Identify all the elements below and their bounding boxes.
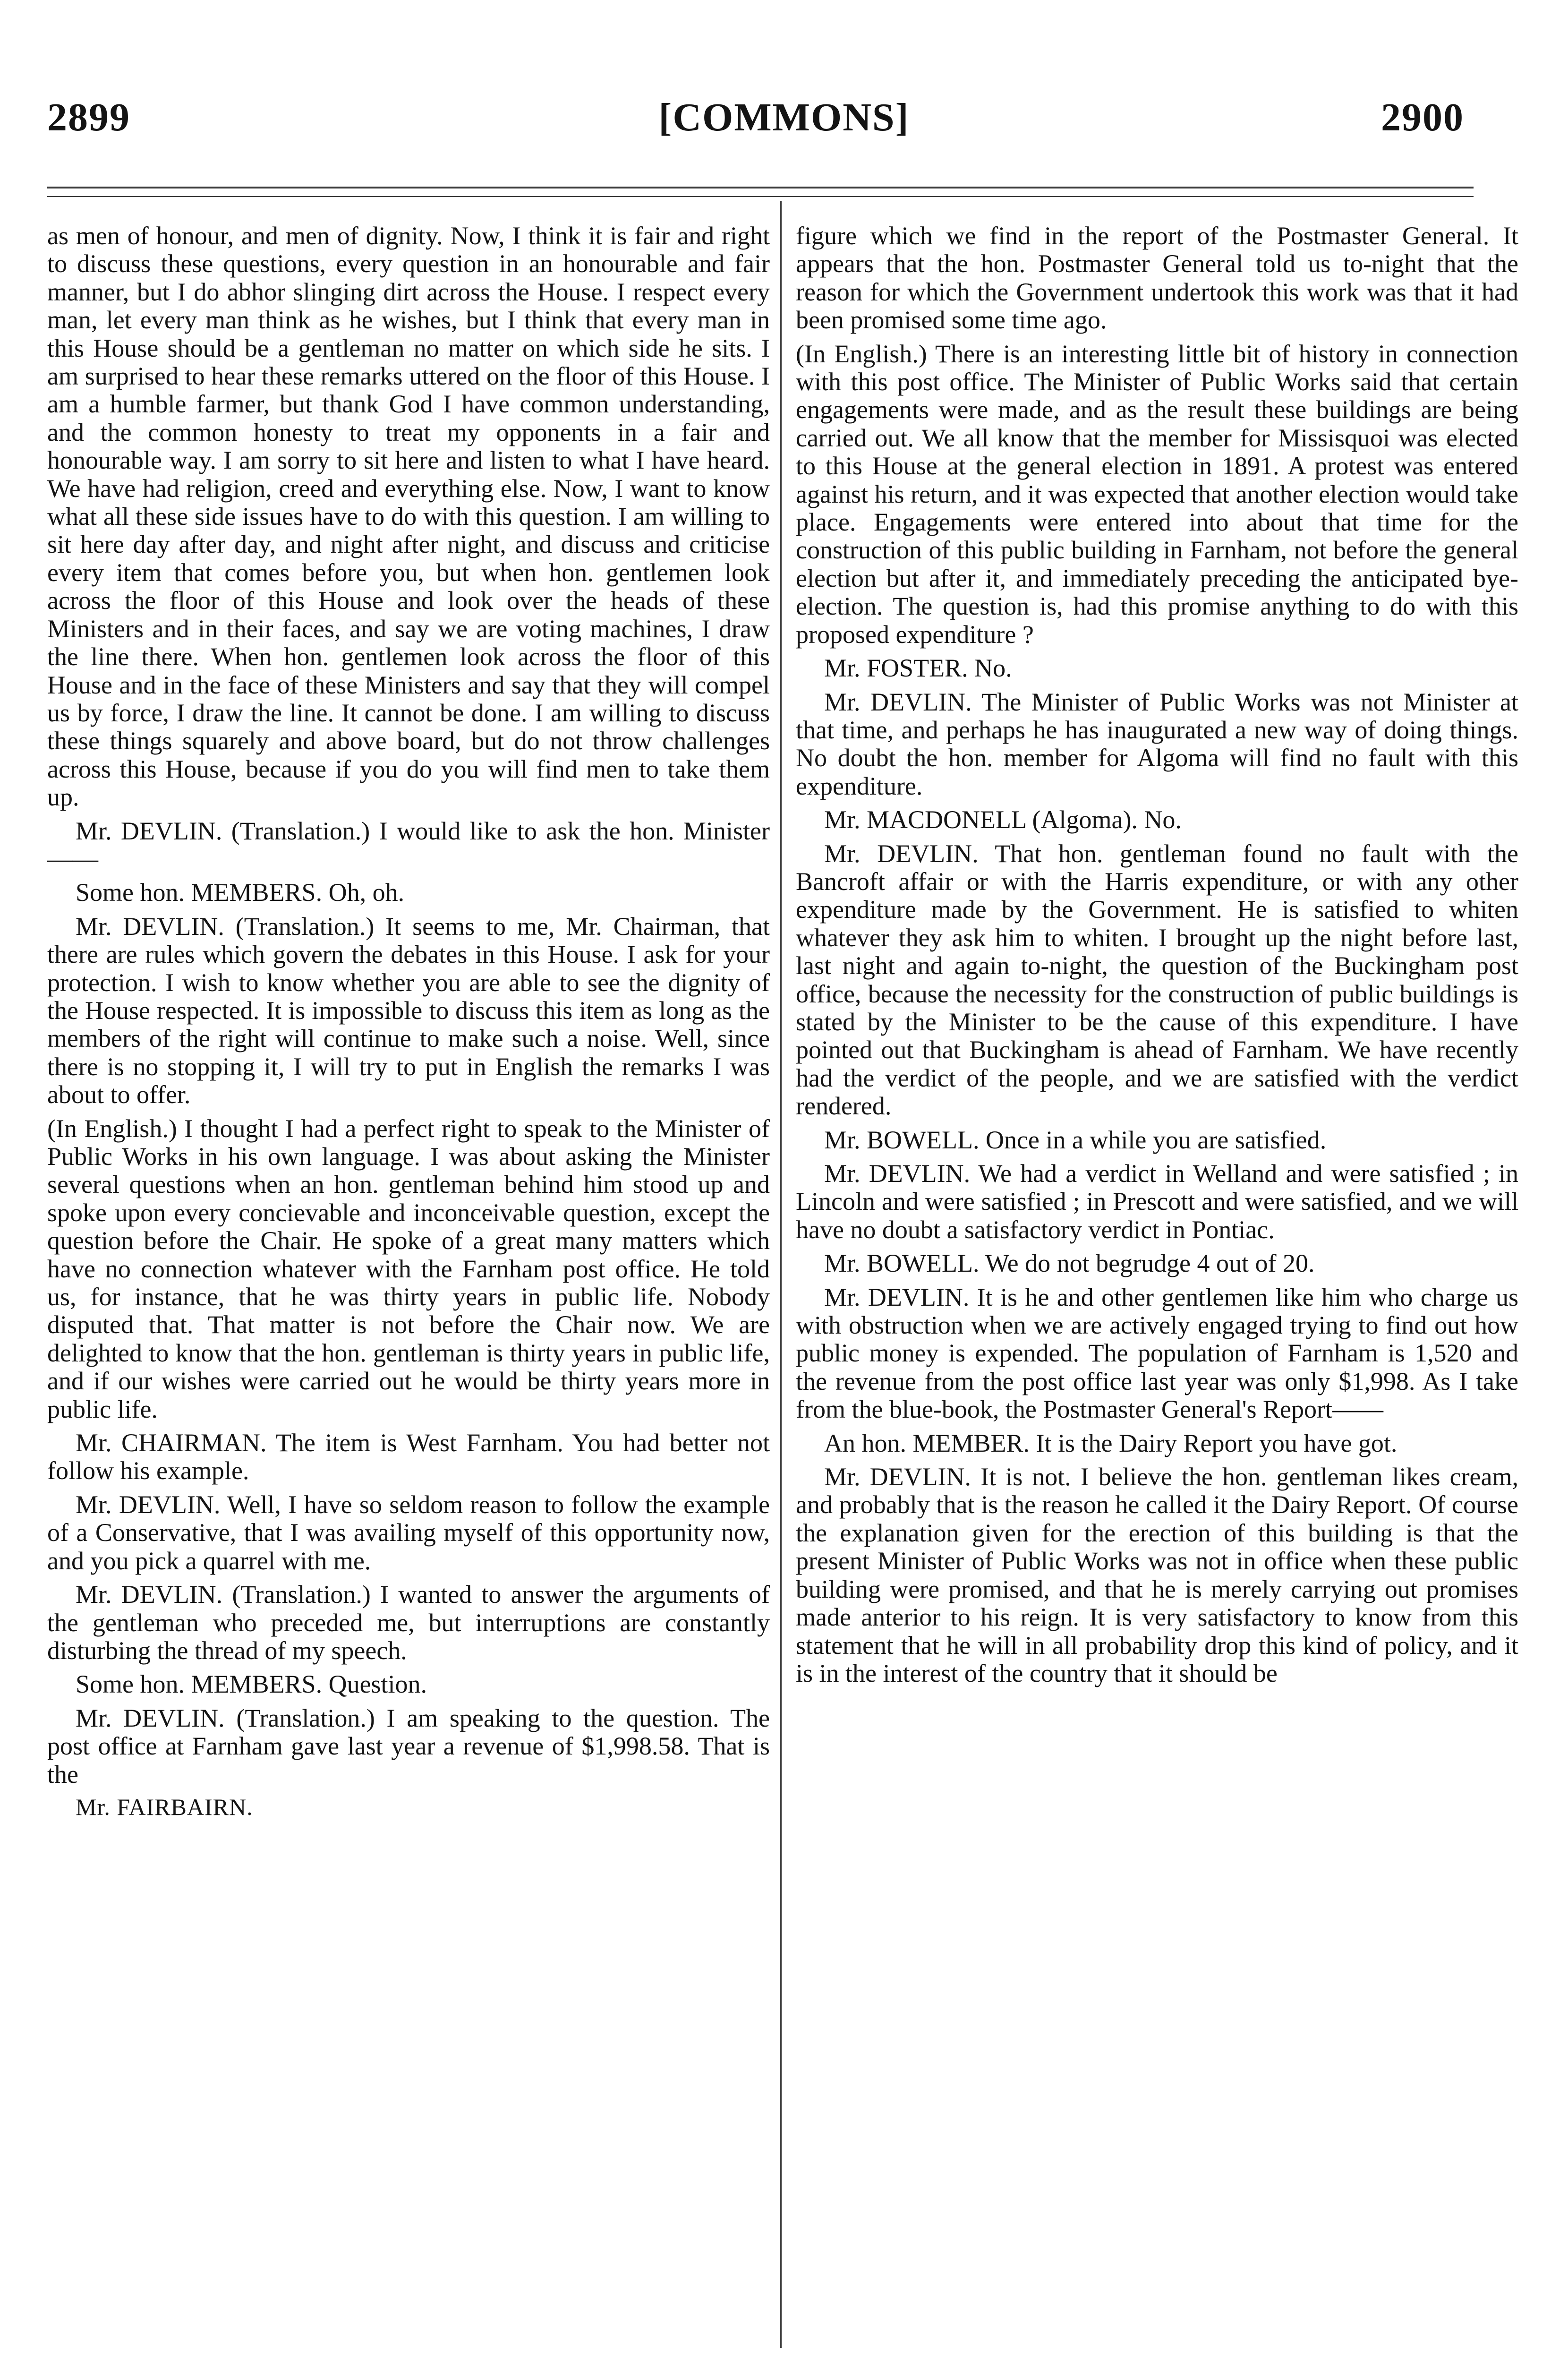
paragraph: Mr. BOWELL. We do not begrudge 4 out of 20. (824, 1249, 1315, 1278)
header-rule-thin (47, 196, 1474, 197)
page-number-right: 2900 (1381, 95, 1464, 139)
paragraph: (In English.) I thought I had a perfect right to speak to the Minister of Public Works in his own language. I was about asking the Minister several questions when an hon. gentleman behind him stood up and spoke upon every concievable and inconceivable question, except the question before the Chair. He spoke of a great many matters which have no connection whatever with the Farnham post office. He told us, for instance, that he was thirty years in public life. Nobody disputed that. That matter is not before the Chair now. We are delighted to know that the hon. gentleman is thirty years in public life, and if our wishes were carried out he would be thirty years more in public life. (47, 1114, 770, 1423)
paragraph: Mr. DEVLIN. It is not. I believe the hon. gentleman likes cream, and probably that is the reason he called it the Dairy Report. Of course the explanation given for the erection of this building is that the present Minister of Public Works was not in office when these public building were promised, and that he is merely carrying out promises made anterior to his reign. It is very satisfactory to know from this statement that he will in all probability drop this kind of policy, and it is in the interest of the country that it should be (796, 1463, 1518, 1687)
column-divider (780, 201, 782, 2348)
right-column (796, 222, 1518, 2362)
speaker-footer: Mr. FAIRBAIRN. (76, 1793, 253, 1820)
page-number-left: 2899 (47, 95, 130, 139)
paragraph: Mr. CHAIRMAN. The item is West Farnham. You had better not follow his example. (47, 1429, 770, 1485)
paragraph: Mr. DEVLIN. That hon. gentleman found no fault with the Bancroft affair or with the Harris expenditure, or with any other expenditure made by the Government. He is satisfied to whiten whatever they ask him to whiten. I brought up the night before last, last night and again to-night, the question of the Buckingham post office, because the necessity for the construction of public buildings is stated by the Minister to be the cause of this expenditure. I have pointed out that Buckingham is ahead of Farnham. We have recently had the verdict of the people, and we are satisfied with the verdict rendered. (796, 839, 1518, 1121)
paragraph: Mr. DEVLIN. (Translation.) It seems to me, Mr. Chairman, that there are rules which govern the debates in this House. I ask for your protection. I wish to know whether you are able to see the dignity of the House respected. It is impossible to discuss this item as long as the members of the right will continue to make such a noise. Well, since there is no stopping it, I will try to put in English the remarks I was about to offer. (47, 912, 770, 1109)
paragraph: as men of honour, and men of dignity. Now, I think it is fair and right to discuss these questions, every question in an honourable and fair manner, but I do abhor slinging dirt across the House. I respect every man, let every man think as he wishes, but I think that every man in this House should be a gentleman no matter on which side he sits. I am surprised to hear these remarks uttered on the floor of this House. I am a humble farmer, but thank God I have common understanding, and the common honesty to treat my opponents in a fair and honourable way. I am sorry to sit here and listen to what I have heard. We have had religion, creed and everything else. Now, I want to know what all these side issues have to do with this question. I am willing to sit here day after day, and night after night, and discuss and criticise every item that comes before you, but when hon. gentlemen look across the floor of this House and look over the heads of these Ministers and in their faces, and say we are voting machines, I draw the line there. When hon. gentlemen look across the floor of this House and in the face of these Ministers and say that they will compel us by force, I draw the line. It cannot be done. I am willing to discuss these things squarely and above board, but do not throw challenges across this House, because if you do you will find men to take them up. (47, 222, 770, 812)
paragraph: (In English.) There is an interesting little bit of history in connection with this post office. The Minister of Public Works said that certain engagements were made, and as the result these buildings are being carried out. We all know that the member for Missisquoi was elected to this House at the general election in 1891. A protest was entered against his return, and it was expected that another election would take place. Engagements were entered into about that time for the construction of this public building in Farnham, not before the general election but after it, and immediately preceding the anticipated bye-election. The question is, had this promise anything to do with this proposed expenditure ? (796, 339, 1518, 649)
left-column (47, 222, 770, 2362)
paragraph: Mr. DEVLIN. (Translation.) I am speaking to the question. The post office at Farnham gave last year a revenue of $1,998.58. That is the (47, 1703, 770, 1789)
paragraph: Mr. DEVLIN. It is he and other gentlemen like him who charge us with obstruction when we are actively engaged trying to find out how public money is expended. The population of Farnham is 1,520 and the revenue from the post office last year was only $1,998. As I take from the blue-book, the Postmaster General's Report—— (796, 1283, 1518, 1424)
header-rule (47, 187, 1474, 188)
page-header (0, 94, 1568, 151)
paragraph: Some hon. MEMBERS. Question. (76, 1670, 427, 1699)
section-title: [COMMONS] (658, 95, 910, 139)
paragraph: Mr. FOSTER. No. (824, 654, 1012, 683)
paragraph: Mr. DEVLIN. (Translation.) I wanted to answer the arguments of the gentleman who preceded me, but interruptions are constantly disturbing the thread of my speech. (47, 1580, 770, 1665)
paragraph: Mr. DEVLIN. We had a verdict in Welland and were satisfied ; in Lincoln and were satisfied ; in Prescott and were satisfied, and we will have no doubt a satisfactory verdict in Pontiac. (796, 1159, 1518, 1244)
paragraph: Mr. BOWELL. Once in a while you are satisfied. (824, 1125, 1327, 1154)
paragraph: Mr. DEVLIN. The Minister of Public Works was not Minister at that time, and perhaps he has inaugurated a new way of doing things. No doubt the hon. member for Algoma will find no fault with this expenditure. (796, 687, 1518, 800)
paragraph: Mr. DEVLIN. Well, I have so seldom reason to follow the example of a Conservative, that I was availing myself of this opportunity now, and you pick a quarrel with me. (47, 1490, 770, 1575)
paragraph: Some hon. MEMBERS. Oh, oh. (76, 878, 405, 907)
paragraph: Mr. MACDONELL (Algoma). No. (824, 805, 1182, 834)
paragraph: figure which we find in the report of the Postmaster General. It appears that the hon. Postmaster General told us to-night that the reason for which the Government undertook this work was that it had been promised some time ago. (796, 222, 1518, 334)
paragraph: Mr. DEVLIN. (Translation.) I would like to ask the hon. Minister—— (47, 816, 770, 873)
paragraph: An hon. MEMBER. It is the Dairy Report you have got. (824, 1429, 1398, 1457)
